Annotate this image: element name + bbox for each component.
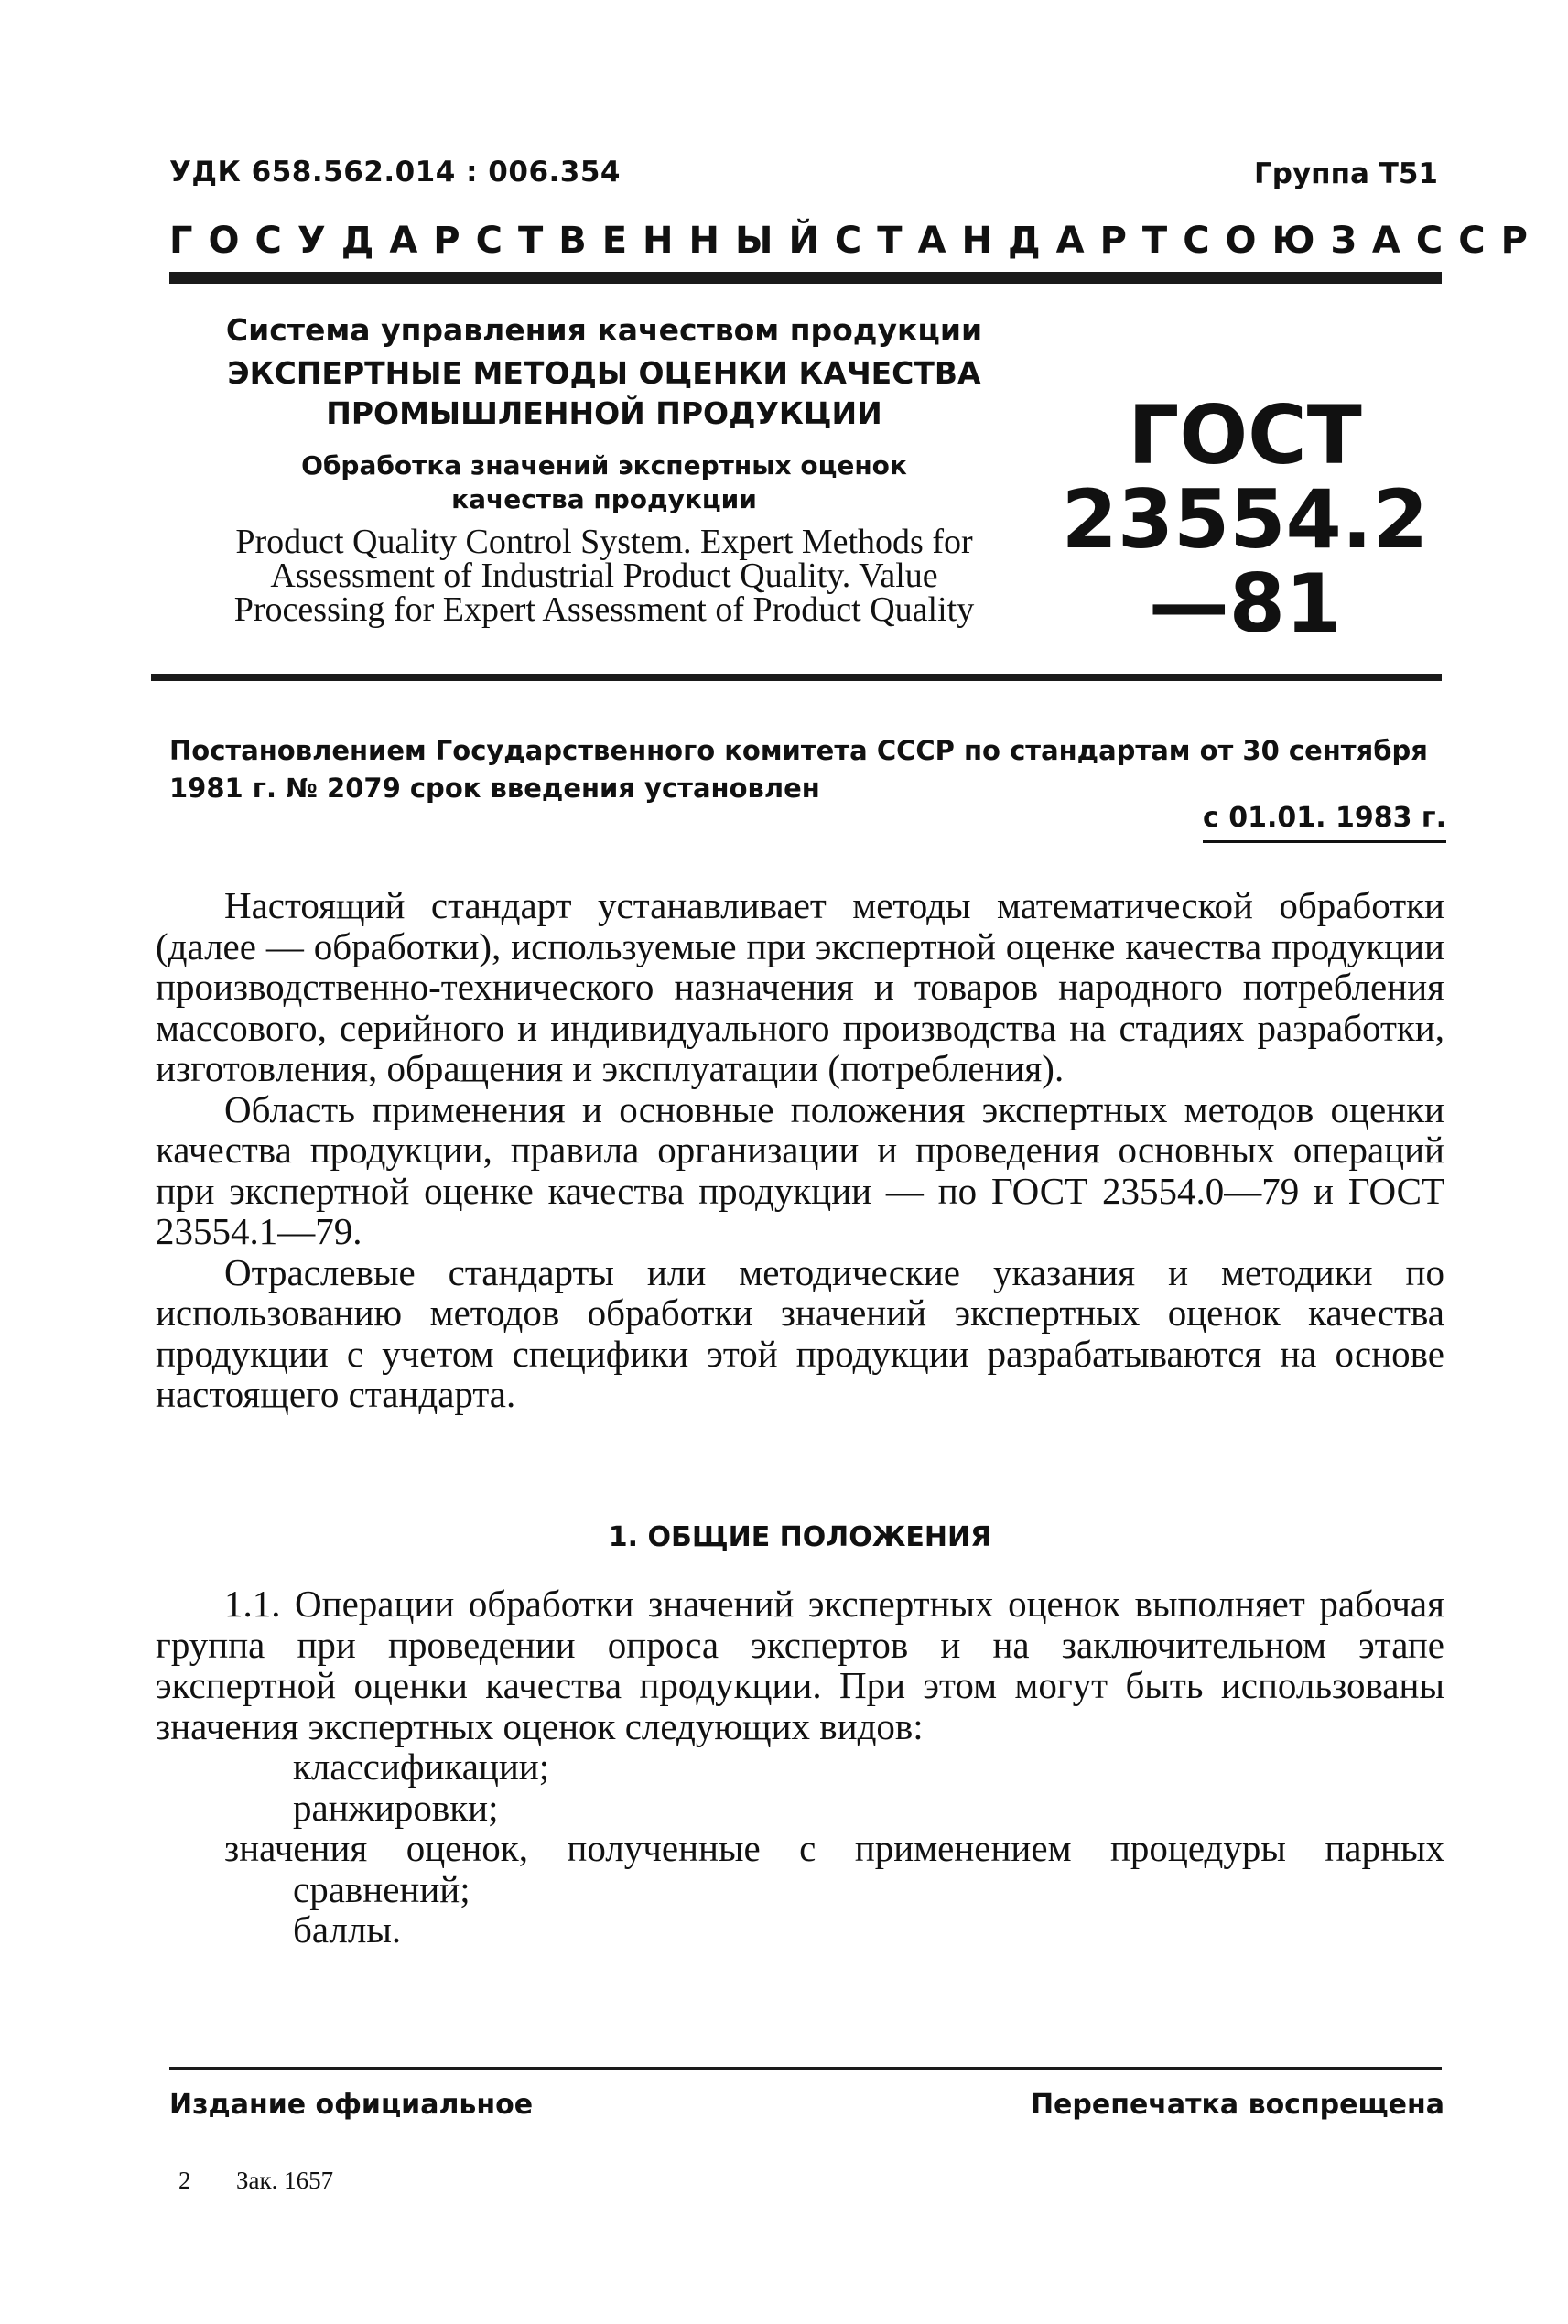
list-item: ранжировки; (293, 1786, 499, 1829)
system-title: Система управления качеством продукции (225, 312, 983, 348)
body-paragraph: Область применения и основные положения экспертных методов оценки качества продукции, правила организации и проведения основных операций при экспертной оценке качества продукции — по ГОСТ 23554.0—79 и ГОСТ 23554.1—79. (156, 1087, 1444, 1252)
gost-number: 23554.2—81 (1061, 472, 1429, 651)
effective-date: с 01.01. 1983 г. (1203, 798, 1446, 843)
list-item: баллы. (293, 1908, 402, 1951)
main-title-line: ПРОМЫШЛЕННОЙ ПРОДУКЦИИ (326, 395, 882, 431)
subtitle-line: Обработка значений экспертных оценок (301, 450, 907, 481)
body-paragraph: Отраслевые стандарты или методические указания и методики по использованию методов обработки значений экспертных оценок качества продукции с учетом специфики этой продукции разрабатываются на основе настоящего стандарта. (156, 1250, 1444, 1415)
decree-text: Постановлением Государственного комитета СССР по стандартам от 30 сентября 1981 г. № 2079 срок введения установлен (169, 735, 1428, 804)
english-title-line: Product Quality Control System. Expert Methods for (235, 523, 973, 561)
section-heading: 1. ОБЩИЕ ПОЛОЖЕНИЯ (608, 1521, 992, 1553)
udk-code: УДК 658.562.014 : 006.354 (169, 156, 621, 189)
english-title (165, 525, 1044, 627)
subtitle-line: качества продукции (451, 484, 757, 514)
section-body (156, 1584, 1444, 1951)
group-code: Группа Т51 (1254, 157, 1438, 190)
english-title-line: Assessment of Industrial Product Quality. Value (270, 557, 938, 595)
state-standard-banner (169, 220, 1543, 262)
gost-label: ГОСТ (1128, 388, 1362, 482)
banner-word: СОЮЗА (1183, 220, 1416, 262)
title-divider (151, 674, 1442, 681)
title-block (165, 311, 1044, 627)
header-divider (169, 272, 1442, 284)
reprint-notice: Перепечатка воспрещена (1030, 2089, 1444, 2121)
main-title (165, 353, 1044, 434)
banner-word: ССР (1415, 220, 1543, 262)
english-title-line: Processing for Expert Assessment of Product Quality (233, 590, 975, 629)
subtitle (165, 449, 1044, 516)
edition-label: Издание официальное (169, 2089, 534, 2121)
body-paragraph: Настоящий стандарт устанавливает методы математической обработки (далее — обработки), используемые при экспертной оценке качества продукции производственно-технического назначения и товаров народного потребления массового, серийного и индивидуального производства на стадиях разработки, изготовления, обращения и эксплуатации (потребления). (156, 884, 1444, 1089)
intro-body (156, 885, 1444, 1415)
footer-divider (169, 2067, 1442, 2070)
list-item: классификации; (293, 1746, 550, 1788)
gost-designation (1044, 388, 1446, 651)
page-number: 2 (178, 2167, 191, 2194)
clause-paragraph: 1.1. Операции обработки значений экспертных оценок выполняет рабочая группа при проведении опроса экспертов и на заключительном этапе экспертной оценки качества продукции. При этом могут быть использованы значения экспертных оценок следующих видов: (156, 1583, 1444, 1747)
order-number: Зак. 1657 (236, 2167, 334, 2194)
banner-word: ГОСУДАРСТВЕННЫЙ (169, 220, 835, 262)
effective-date-wrap (1203, 798, 1446, 843)
banner-word: СТАНДАРТ (834, 220, 1184, 262)
main-title-line: ЭКСПЕРТНЫЕ МЕТОДЫ ОЦЕНКИ КАЧЕСТВА (227, 355, 981, 391)
list-item: значения оценок, полученные с применением процедуры парных сравнений; (224, 1827, 1444, 1910)
